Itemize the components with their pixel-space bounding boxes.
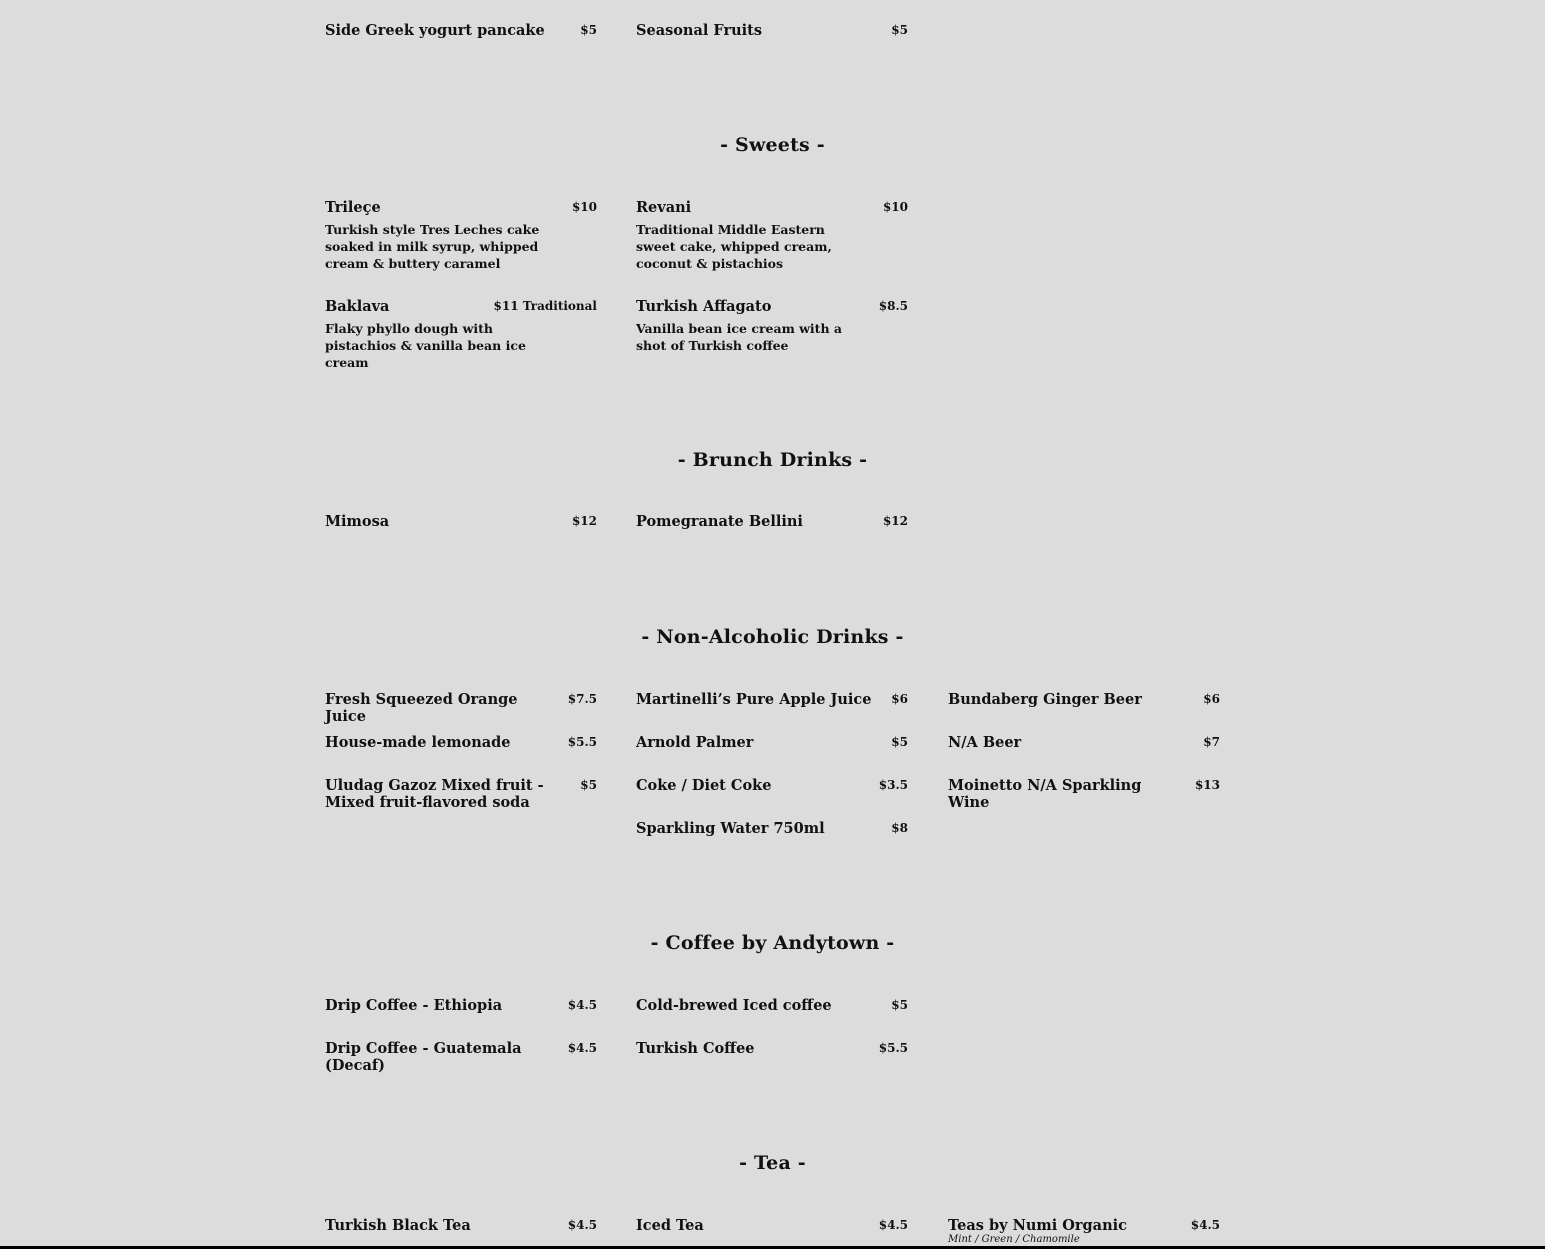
- item-price: $5.5: [567, 735, 597, 749]
- item-price: $13: [1194, 778, 1220, 792]
- item-price: $8: [891, 821, 908, 835]
- item-name: Pomegranate Bellini: [636, 513, 803, 530]
- item-price: $4.5: [567, 1041, 597, 1055]
- menu-item: [636, 199, 908, 272]
- item-name: Sparkling Water 750ml: [636, 820, 825, 837]
- menu-item: [636, 734, 908, 751]
- item-price: $5: [891, 23, 908, 37]
- menu-item: [636, 22, 908, 39]
- item-name: Arnold Palmer: [636, 734, 754, 751]
- section-title-sweets: - Sweets -: [720, 134, 825, 156]
- menu-item: [636, 820, 908, 837]
- item-price: $12: [571, 514, 597, 528]
- item-price: $7: [1203, 735, 1220, 749]
- item-price: $11 Traditional: [493, 299, 597, 313]
- item-name: Turkish Black Tea: [325, 1217, 471, 1234]
- item-description: Traditional Middle Eastern sweet cake, whipped cream, coconut & pistachios: [636, 222, 832, 271]
- menu-item: [636, 997, 908, 1014]
- item-description: Vanilla bean ice cream with a shot of Turkish coffee: [636, 321, 842, 353]
- item-price: $4.5: [567, 1218, 597, 1232]
- item-price: $3.5: [878, 778, 908, 792]
- item-name: Fresh Squeezed Orange Juice: [325, 691, 518, 725]
- item-name: House-made lemonade: [325, 734, 511, 751]
- item-price: $5: [891, 735, 908, 749]
- menu-item: [948, 1217, 1220, 1246]
- menu-item: [325, 1040, 597, 1074]
- menu-item: [325, 22, 597, 39]
- menu-item: [325, 691, 597, 725]
- item-name: Seasonal Fruits: [636, 22, 763, 39]
- menu-item: [948, 777, 1220, 811]
- item-price: $4.5: [878, 1218, 908, 1232]
- menu-item: [948, 691, 1220, 708]
- item-price: $10: [571, 200, 597, 214]
- menu-item: [325, 734, 597, 751]
- menu-item: [636, 1217, 908, 1234]
- item-price: $8.5: [878, 299, 908, 313]
- menu-item: [636, 1040, 908, 1057]
- section-title-non-alcoholic-drinks: - Non-Alcoholic Drinks -: [641, 626, 904, 648]
- item-price: $7.5: [567, 692, 597, 706]
- menu-item: [325, 513, 597, 530]
- menu-item: [636, 691, 908, 708]
- item-name: Teas by Numi Organic: [948, 1217, 1127, 1234]
- item-name: Side Greek yogurt pancake: [325, 22, 545, 39]
- menu-item: [636, 777, 908, 794]
- item-name: Drip Coffee - Ethiopia: [325, 997, 503, 1014]
- item-name: Revani: [636, 199, 692, 216]
- item-name: Coke / Diet Coke: [636, 777, 772, 794]
- item-price: $6: [1203, 692, 1220, 706]
- item-name: Cold-brewed Iced coffee: [636, 997, 832, 1014]
- item-price: $12: [882, 514, 908, 528]
- item-price: $6: [891, 692, 908, 706]
- menu-item: [325, 777, 597, 811]
- menu-item: [948, 734, 1220, 751]
- menu-item: [325, 199, 597, 272]
- item-name: Martinelli’s Pure Apple Juice: [636, 691, 872, 708]
- item-price: $5: [580, 23, 597, 37]
- item-description: Turkish style Tres Leches cake soaked in milk syrup, whipped cream & buttery caramel: [325, 222, 540, 271]
- item-price: $5: [891, 998, 908, 1012]
- item-name: Mimosa: [325, 513, 390, 530]
- item-name: Bundaberg Ginger Beer: [948, 691, 1142, 708]
- item-name: Moinetto N/A Sparkling Wine: [948, 777, 1142, 811]
- section-title-tea: - Tea -: [739, 1152, 806, 1174]
- menu-item: [636, 513, 908, 530]
- section-title-brunch-drinks: - Brunch Drinks -: [677, 449, 868, 471]
- item-price: $10: [882, 200, 908, 214]
- item-subtitle: Mint / Green / Chamomile: [948, 1234, 1080, 1245]
- item-name: Trileçe: [325, 199, 381, 216]
- item-description: Flaky phyllo dough with pistachios & vanilla bean ice cream: [325, 321, 526, 370]
- item-name: N/A Beer: [948, 734, 1022, 751]
- menu-item: [325, 997, 597, 1014]
- menu-item: [325, 298, 597, 371]
- item-name: Baklava: [325, 298, 390, 315]
- menu-item: [636, 298, 908, 354]
- item-price: $4.5: [1190, 1218, 1220, 1232]
- item-price: $5: [580, 778, 597, 792]
- item-name: Uludag Gazoz Mixed fruit - Mixed fruit-flavored soda: [325, 777, 544, 811]
- item-name: Turkish Affagato: [636, 298, 772, 315]
- item-name: Drip Coffee - Guatemala (Decaf): [325, 1040, 522, 1074]
- menu-item: [325, 1217, 597, 1234]
- item-price: $4.5: [567, 998, 597, 1012]
- item-name: Turkish Coffee: [636, 1040, 755, 1057]
- item-price: $5.5: [878, 1041, 908, 1055]
- section-title-coffee: - Coffee by Andytown -: [650, 932, 895, 954]
- item-name: Iced Tea: [636, 1217, 704, 1234]
